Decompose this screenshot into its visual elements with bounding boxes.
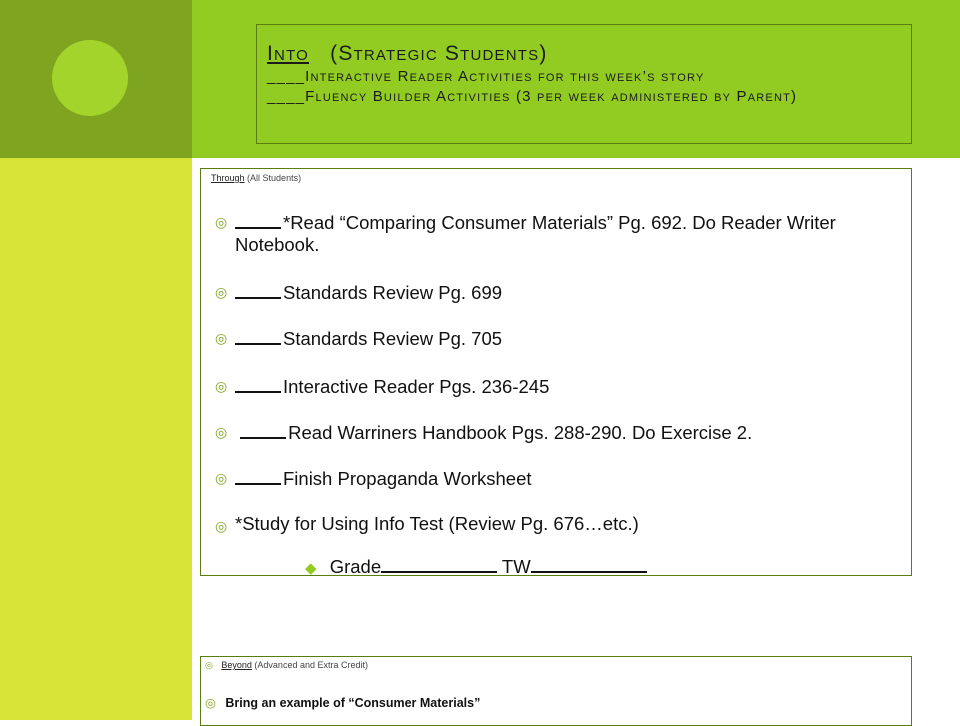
grade-label: Grade	[329, 556, 382, 577]
blank-line	[235, 465, 281, 485]
blank-line	[235, 373, 281, 393]
beyond-section	[200, 656, 912, 726]
circled-dot-bullet-icon: ◎	[215, 470, 228, 486]
circled-dot-bullet-icon: ◎	[215, 330, 228, 346]
through-heading	[211, 173, 301, 183]
item-text: Finish Propaganda Worksheet	[283, 468, 532, 489]
decor-circle-icon	[52, 40, 128, 116]
diamond-bullet-icon: ◆	[305, 560, 317, 577]
through-subtitle: (All Students)	[247, 173, 302, 183]
circled-dot-bullet-icon: ◎	[205, 696, 216, 710]
slide-title	[256, 24, 912, 144]
grade-row	[305, 553, 647, 578]
tw-label: TW	[501, 556, 531, 577]
item-text: Standards Review Pg. 705	[283, 328, 503, 349]
blank-line	[235, 325, 281, 345]
item-text: *Study for Using Info Test (Review Pg. 676…etc.)	[235, 513, 639, 534]
list-item	[215, 279, 885, 304]
list-item	[215, 513, 885, 535]
grade-blank	[381, 553, 497, 573]
beyond-heading	[205, 660, 368, 671]
circled-dot-bullet-icon: ◎	[205, 660, 213, 670]
decor-band	[192, 158, 960, 166]
circled-dot-bullet-icon: ◎	[215, 518, 228, 534]
list-item	[215, 325, 885, 350]
beyond-item	[205, 695, 480, 710]
list-item	[215, 209, 885, 256]
title-line-1	[267, 41, 901, 67]
beyond-label: Beyond	[221, 660, 252, 670]
circled-dot-bullet-icon: ◎	[215, 214, 228, 230]
blank-line	[235, 209, 281, 229]
title-into: Into	[267, 42, 310, 65]
tw-blank	[531, 553, 647, 573]
circled-dot-bullet-icon: ◎	[215, 284, 228, 300]
title-line-3: ____Fluency Builder Activities (3 per week administered by Parent)	[267, 88, 798, 105]
beyond-subtitle: (Advanced and Extra Credit)	[254, 660, 368, 670]
decor-left-bottom	[0, 158, 192, 720]
list-item	[215, 419, 885, 444]
item-text: Read Warriners Handbook Pgs. 288-290. Do Exercise 2.	[288, 422, 753, 443]
beyond-item-text: Bring an example of “Consumer Materials”	[225, 696, 481, 710]
circled-dot-bullet-icon: ◎	[215, 424, 228, 440]
through-label: Through	[211, 173, 245, 183]
list-item	[215, 373, 885, 398]
circled-dot-bullet-icon: ◎	[215, 378, 228, 394]
blank-line	[240, 419, 286, 439]
blank-line	[235, 279, 281, 299]
through-section	[200, 168, 912, 576]
item-text: Interactive Reader Pgs. 236-245	[283, 376, 550, 397]
title-strategic: (Strategic Students)	[330, 42, 548, 65]
title-line-2: ____Interactive Reader Activities for this week’s story	[267, 68, 705, 85]
item-text: *Read “Comparing Consumer Materials” Pg. 692. Do Reader Writer Notebook.	[235, 212, 836, 255]
list-item	[215, 465, 885, 490]
item-text: Standards Review Pg. 699	[283, 282, 503, 303]
